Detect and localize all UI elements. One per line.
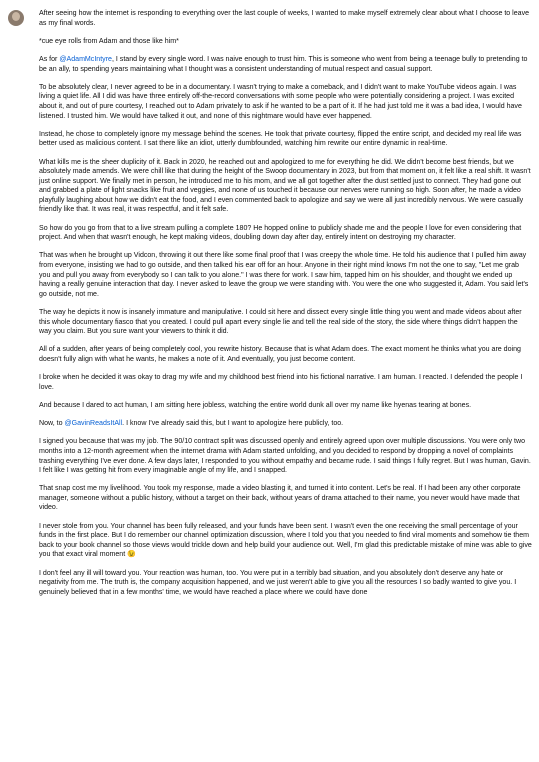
paragraph-text: What kills me is the sheer duplicity of it. Back in 2020, he reached out and apologized to me for everything he did. We didn't become best friends, but we absolutely made amends. We were chill like that during the height of the Swoop documentary in 2023, but from that moment on, it felt like a real shift. It wasn't just online support. We finally met in person, he introduced me to his mom, and we all got together after the dust settled just to connect. They had gone out and grabbed a plate of light snacks like fruit and veggies, and none of us touched it because our nerves were running so high. Soon after, he made a video playfully laughing about how we didn't eat the food, and I even commented back to apologize and say we were all just incredibly nervous. We were casually friendly like that. It was real, it was respectful, and it felt safe. bbox=[39, 158, 531, 214]
user-avatar-icon[interactable] bbox=[8, 10, 24, 26]
comment-paragraph bbox=[39, 55, 532, 74]
comment-paragraph bbox=[39, 251, 532, 299]
comment-paragraph bbox=[39, 158, 532, 216]
comment-paragraph bbox=[39, 308, 532, 337]
paragraph-text: Instead, he chose to completely ignore my message behind the scenes. He took that private courtesy, flipped the entire script, and decided my real life was better used as malicious content. I sat there like an idiot, utterly dumbfounded, watching him rewrite our entire dynamic in real-time. bbox=[39, 130, 522, 148]
comment-paragraph bbox=[39, 345, 532, 364]
comment-paragraph bbox=[39, 373, 532, 392]
paragraph-text: I signed you because that was my job. The 90/10 contract split was discussed openly and entirely agreed upon over multiple discussions. You were only two months into a 12-month agreement when the internet drama with Adam started unfolding, and you decided to respond by dropping a novel of complaints trashing everything I've ever done. A few days later, I responded to you without empathy and became rude. I said things I fully regret. But I was human, Gavin. I felt like I was getting hit from every imaginable angle of my life, and I snapped. bbox=[39, 438, 531, 475]
comment-paragraph bbox=[39, 437, 532, 475]
paragraph-text: The way he depicts it now is insanely immature and manipulative. I could sit here and dissect every single little thing you went and made videos about after this whole documentary fiasco that you created. I could pull apart every single lie and tell the real side of the story, the side where things didn't happen the way you claim. But you sure want your viewers to think it did. bbox=[39, 309, 522, 336]
comment-paragraph bbox=[39, 401, 532, 411]
paragraph-text: That was when he brought up Vidcon, throwing it out there like some final proof that I was creepy the whole time. He told his audience that I pulled him away from everyone, insisting we had to go outside, and then talked his ear off for an hour. Anyone in their right mind knows I'm not the one to say, "Let me grab you and pull you away from everybody so I can talk to you alone." I was there for work. I saw him, tapped him on his shoulder, and thought we ended up having a really genuine interaction that day. I never asked to leave the group we were standing with. You were the one who suggested it, Adam. You said let's go outside, not me. bbox=[39, 252, 529, 298]
paragraph-text: I don't feel any ill will toward you. Your reaction was human, too. You were put in a terribly bad situation, and you absolutely don't deserve any hate or negativity from me. The truth is, the company acquisition happened, and we just weren't able to give you all the resources I so badly wanted to give you. I genuinely believed that in a few months' time, we would have reached a place where we could have done bbox=[39, 569, 517, 596]
paragraph-text: I broke when he decided it was okay to drag my wife and my childhood best friend into his fictional narrative. I am human. I reacted. I defended the people I love. bbox=[39, 374, 523, 391]
paragraph-text: To be absolutely clear, I never agreed to be in a documentary. I wasn't trying to make a comeback, and I didn't want to make YouTube videos again. I was living a quiet life. All I did was have three entirely off-the-record conversations with some people who were potentially considering a project. I was excited about it, and out of pure courtesy, I reached out to Adam privately to ask if he wanted to be a part of it. If he had just told me it was a bad idea, I would have listened. I trusted him. We would have talked it out, and none of this nightmare would have ever happened. bbox=[39, 83, 522, 120]
paragraph-lead-text: As for bbox=[39, 55, 60, 63]
paragraph-text: That snap cost me my livelihood. You took my response, made a video blasting it, and turned it into content. Let's be real. If I had been any other corporate manager, someone without a public history, without a target on their back, without years of drama attached to their name, you never would have made that video. bbox=[39, 485, 521, 512]
user-mention-link[interactable]: @GavinReadsItAll bbox=[64, 420, 123, 428]
comment-paragraph bbox=[39, 37, 532, 47]
comment-paragraph bbox=[39, 83, 532, 121]
comment-paragraph bbox=[39, 484, 532, 513]
paragraph-text: So how do you go from that to a live stream pulling a complete 180? He hopped online to publicly shade me and the people I love for even considering that project. And when that wasn't enough, he kept making videos, doubling down day after day, entirely intent on destroying my character. bbox=[39, 224, 522, 242]
comment-paragraph bbox=[39, 9, 532, 28]
paragraph-lead-text: Now, to bbox=[39, 420, 65, 428]
paragraph-text: . I know I've already said this, but I want to apologize here publicly, too. bbox=[122, 420, 344, 428]
user-mention-link[interactable]: @AdamMcIntyre bbox=[59, 55, 112, 63]
paragraph-text: And because I dared to act human, I am sitting here jobless, watching the entire world dunk all over my name like hyenas tearing at bones. bbox=[39, 401, 472, 409]
comment-paragraph bbox=[39, 419, 532, 429]
comment-paragraph bbox=[39, 130, 532, 149]
comment-body bbox=[39, 9, 532, 606]
paragraph-text: , I stand by every single word. I was naive enough to trust him. This is someone who went from being a teenage bully to pretending to be an ally, to spending years maintaining what I thought was a consistent understanding of mutual respect and casual support. bbox=[39, 55, 528, 73]
paragraph-text: All of a sudden, after years of being completely cool, you rewrite history. Because that is what Adam does. The exact moment he thinks what you are doing doesn't fully align with what he wants, he makes a note of it. And eventually, you just become content. bbox=[39, 346, 521, 363]
comment-paragraph bbox=[39, 569, 532, 598]
comment-paragraph bbox=[39, 224, 532, 243]
paragraph-text: I never stole from you. Your channel has been fully released, and your funds have been sent. I wasn't even the one receiving the small percentage of your funds in the first place. But I do remember our channel optimization discussion, where I told you that you needed to find viral moments and somehow tie them back to your book channel so those views would trickle down and help build your audience out. Well, I'm glad this predictable mistake of mine was able to give you that exact viral moment 😉 bbox=[39, 522, 532, 559]
comment-paragraph bbox=[39, 522, 532, 560]
paragraph-text: *cue eye rolls from Adam and those like him* bbox=[39, 37, 179, 45]
paragraph-text: After seeing how the internet is responding to everything over the last couple of weeks, I wanted to make myself extremely clear about what I choose to leave as my final words. bbox=[39, 10, 530, 27]
